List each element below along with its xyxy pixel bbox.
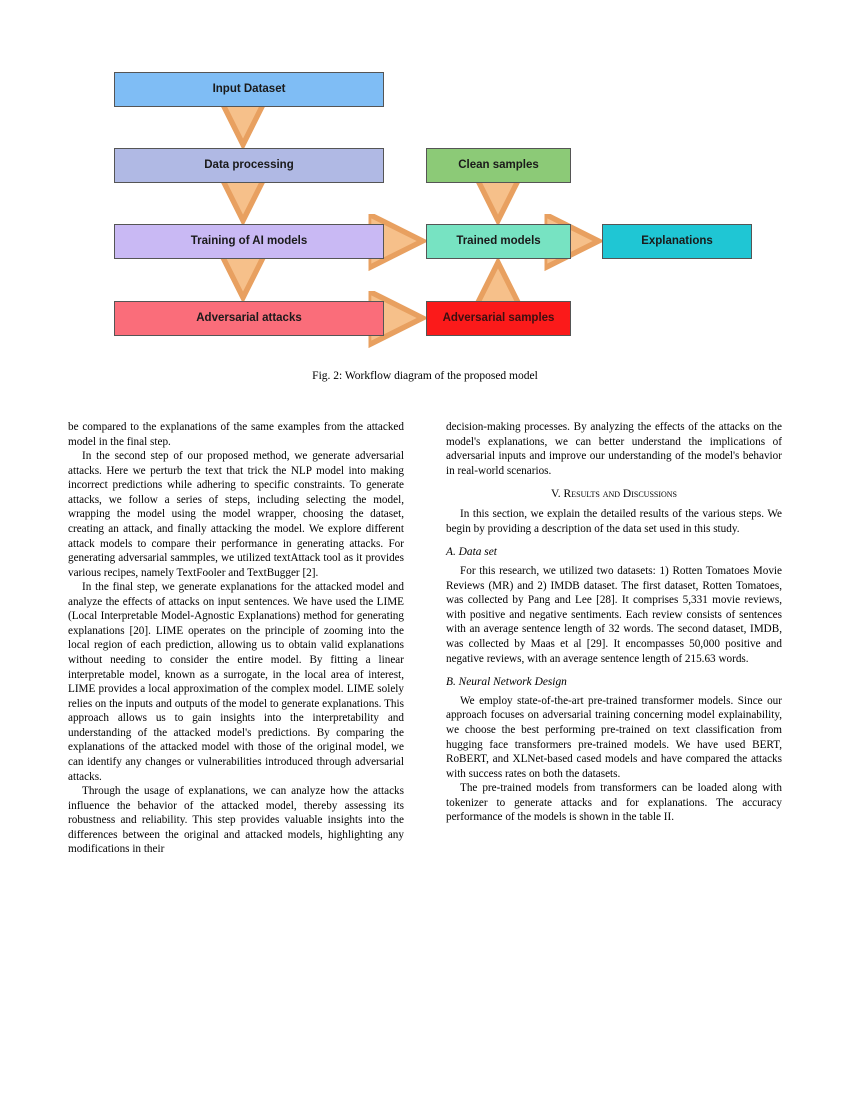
paragraph: In the final step, we generate explanations for the attacked model and analyze the effects of attacks on input sentences. We have used the LIME (Local Interpretable Model-Agnostic Explanations) method for generating explanations [20]. LIME operates on the principle of zooming into the local region of each prediction, allowing us to obtain valid explanations without needing to consider the entire model. By fitting a linear interpretable model, known as a surrogate, in the local area of interest, LIME provides a local approximation of the complex model. LIME solely relies on the inputs and outputs of the model to generate explanations. This approach allows us to gain insights into the interpretability and understanding of the attacked model's predictions. By comparing the explanations of the attacked model with those of the original model, we can identify any changes or vulnerabilities introduced through adversarial attacks. (68, 581, 404, 783)
node-clean-samples (426, 148, 571, 183)
node-label: Clean samples (458, 159, 539, 172)
node-label: Explanations (641, 235, 713, 248)
node-input-dataset (114, 72, 384, 107)
node-training-ai-models (114, 224, 384, 259)
right-column (446, 420, 782, 1020)
figure-caption: Fig. 2: Workflow diagram of the proposed model (312, 370, 538, 382)
node-trained-models (426, 224, 571, 259)
paragraph: We employ state-of-the-art pre-trained transformer models. Since our approach focuses on adversarial training concerning model explainability, we choose the best performing pre-trained on text classification from hugging face transformers pre-trained models. We have used BERT, RoBERT, and XLNet-based cased models and have compared the attacks with success rates on both the datasets. (446, 694, 782, 780)
node-data-processing (114, 148, 384, 183)
paragraph: In the second step of our proposed method, we generate adversarial attacks. Here we perturb the text that trick the NLP model into making incorrect predictions while adhering to specific constraints. To generate attacks, we follow a series of steps, including selecting the model, wrapping the model using the model wrapper, choosing the dataset, creating an attack, and finally attacking the model. We explore different attack models to compare their performance in generating attacks. For generating adversarial sammples, we utilized textAttack tool as it provides various recipes, namely TextFooler and TextBugger [2]. (68, 450, 404, 579)
paragraph: For this research, we utilized two datasets: 1) Rotten Tomatoes Movie Reviews (MR) and 2) IMDB dataset. The first dataset, Rotten Tomatoes, was collected by Pang and Lee [28]. It comprises 5,331 movie reviews, with positive and negative sentiments. Each review consists of sentences with an average sentence length of 32 words. The second dataset, IMDB, was collected by Maas et al [29]. It encompasses 50,000 positive and negative reviews, with an average sentence length of 215.63 words. (446, 565, 782, 665)
node-label: Trained models (456, 235, 541, 248)
subsection-heading-neural-network-design: B. Neural Network Design (446, 676, 567, 689)
subsection-heading-dataset: A. Data set (446, 546, 497, 559)
paragraph: In this section, we explain the detailed results of the various steps. We begin by providing a description of the data set used in this study. (446, 508, 782, 535)
workflow-figure (0, 55, 850, 395)
node-label: Data processing (204, 159, 294, 172)
node-explanations (602, 224, 752, 259)
node-adversarial-samples (426, 301, 571, 336)
node-label: Training of AI models (190, 235, 308, 248)
node-label: Adversarial attacks (196, 312, 302, 325)
paragraph: Through the usage of explanations, we can analyze how the attacks influence the behavior of the attacked model, thereby assessing its robustness and reliability. This step provides valuable insights into the differences between the original and attacked models, highlighting any modifications in their (68, 785, 404, 856)
paragraph: decision-making processes. By analyzing the effects of the attacks on the model's explanations, we can better understand the implications of adversarial inputs and improve our understanding of the model's behavior in real-world scenarios. (446, 421, 782, 477)
node-adversarial-attacks (114, 301, 384, 336)
paragraph: be compared to the explanations of the same examples from the attacked model in the final step. (68, 421, 404, 448)
node-label: Adversarial samples (442, 312, 555, 325)
section-heading-results: V. Results and Discussions (550, 488, 678, 501)
node-label: Input Dataset (212, 83, 286, 96)
paragraph: The pre-trained models from transformers can be loaded along with tokenizer to generate attacks and for explanations. The accuracy performance of the models is shown in the table II. (446, 782, 782, 824)
left-column (68, 420, 404, 1020)
body-columns (68, 420, 782, 1020)
